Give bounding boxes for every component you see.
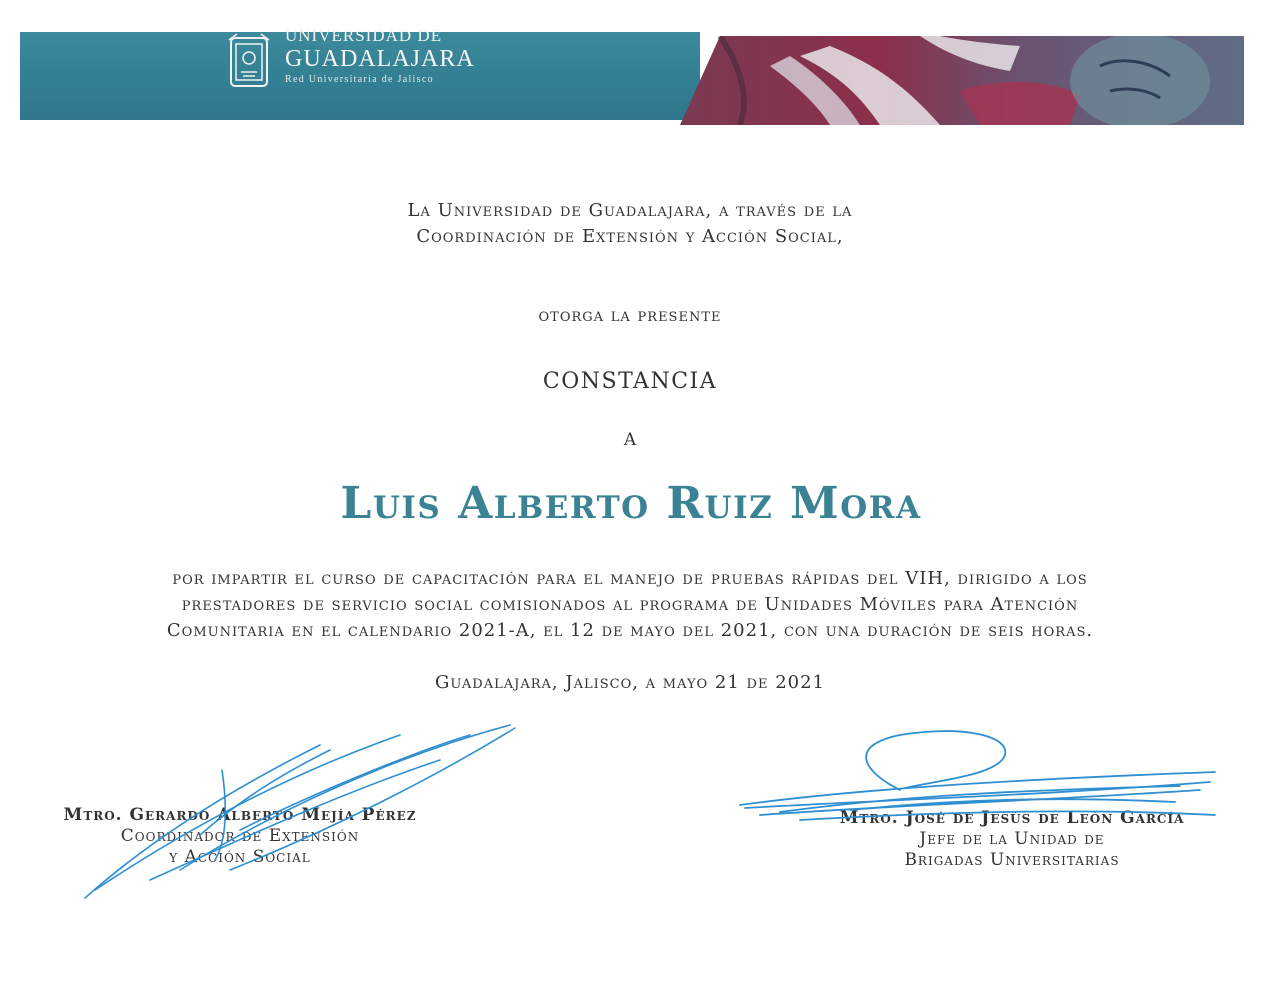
certificate-title: CONSTANCIA	[542, 369, 718, 394]
header-banner	[20, 30, 1244, 125]
university-network-label: Red Universitaria de Jalisco	[285, 74, 434, 85]
signer-left-role-line2: y Acción Social	[169, 847, 311, 867]
signer-right-name: Mtro. José de Jesús de León García	[839, 808, 1185, 828]
signature-right-ink	[740, 731, 1215, 820]
place-and-date: Guadalajara, Jalisco, a mayo 21 de 2021	[434, 672, 825, 693]
signer-right-role-line1: Jefe de la Unidad de	[919, 829, 1105, 849]
to-label: A	[623, 430, 637, 450]
signature-block-right	[812, 808, 1212, 871]
university-crest-icon	[225, 32, 273, 90]
signer-left-name: Mtro. Gerardo Alberto Mejía Pérez	[63, 805, 417, 825]
body-line2: prestadores de servicio social comisionados al programa de Unidades Móviles para Atención	[181, 594, 1079, 615]
body-line1: por impartir el curso de capacitación para el manejo de pruebas rápidas del VIH, dirigido a los	[172, 568, 1088, 589]
signature-block-left	[40, 805, 440, 868]
signer-right-role-line2: Brigadas Universitarias	[904, 850, 1120, 870]
certificate-body	[60, 566, 1200, 644]
banner-mural-image	[680, 36, 1244, 125]
intro-line2: Coordinación de Extensión y Acción Social,	[416, 226, 844, 247]
intro-line1: La Universidad de Guadalajara, a través de la	[407, 200, 853, 221]
university-name-line1: UNIVERSIDAD DE	[285, 30, 443, 45]
intro-text	[0, 198, 1260, 250]
grants-text: otorga la presente	[538, 305, 722, 326]
recipient-name: Luis Alberto Ruiz Mora	[340, 478, 922, 529]
body-line3: Comunitaria en el calendario 2021-A, el 12 de mayo del 2021, con una duración de seis horas.	[166, 620, 1094, 641]
university-name-line2: GUADALAJARA	[285, 46, 475, 72]
signer-left-role-line1: Coordinador de Extensión	[120, 826, 360, 846]
university-logo	[225, 30, 485, 92]
